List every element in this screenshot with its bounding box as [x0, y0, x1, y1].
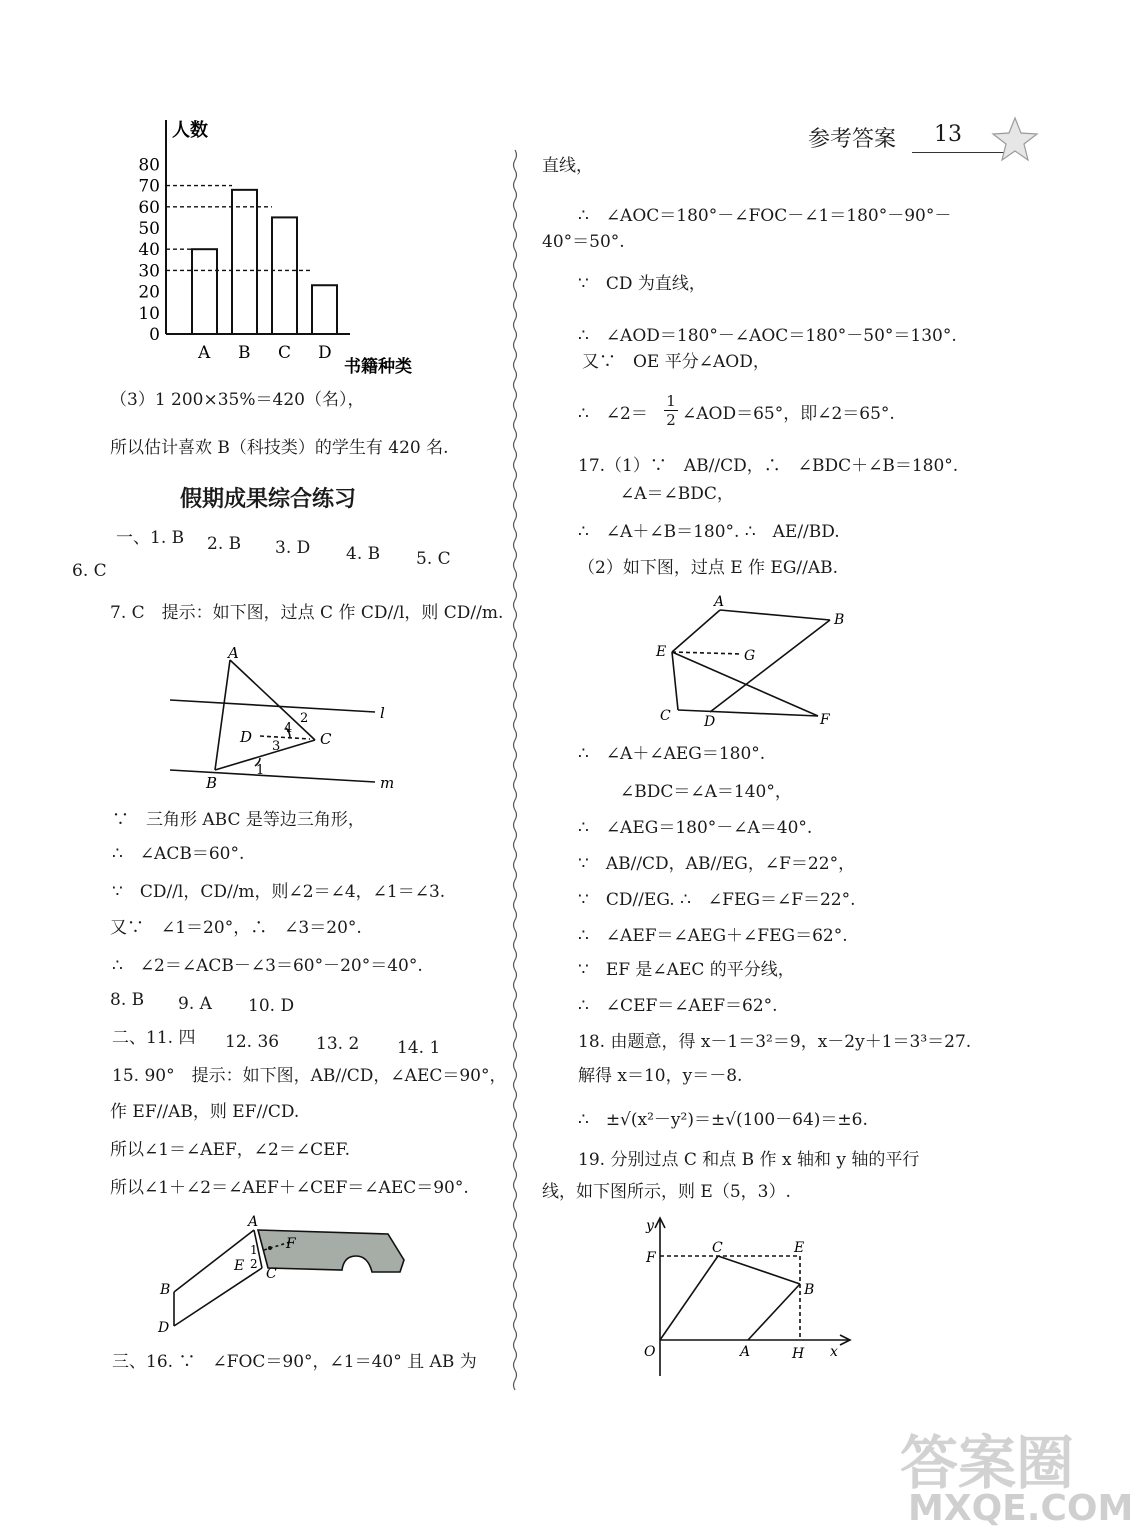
proof-line: ∵ 三角形 ABC 是等边三角形， — [112, 810, 365, 830]
label-B: B — [160, 1282, 171, 1298]
answer-q19: 线，如下图所示，则 E（5，3）. — [542, 1182, 791, 1202]
answer-q19: 19. 分别过点 C 和点 B 作 x 轴和 y 轴的平行 — [578, 1150, 920, 1170]
page-number: 13 — [934, 122, 962, 147]
label-A: A — [228, 644, 239, 662]
label-C: C — [712, 1240, 723, 1256]
proof-line: ∵ CD//EG. ∴ ∠FEG＝∠F＝22°. — [578, 890, 856, 910]
label-D: D — [158, 1320, 170, 1336]
proof-text: ∴ ∠2＝ — [578, 404, 648, 424]
angle-2: 2 — [250, 1257, 258, 1271]
proof-line: ∴ ∠A＋∠AEG＝180°. — [578, 744, 766, 764]
label-B: B — [834, 612, 845, 628]
x-tick-label: D — [318, 343, 332, 363]
proof-text: ∠AOD＝65°，即∠2＝65°. — [682, 404, 895, 424]
coordinate-figure — [630, 1210, 860, 1380]
label-E: E — [234, 1258, 245, 1274]
answer-q15: 所以∠1＋∠2＝∠AEF＋∠CEF＝∠AEC＝90°. — [110, 1178, 469, 1198]
y-tick-label: 40 — [138, 240, 160, 261]
star-icon — [992, 116, 1038, 162]
answer-q6: 6. C — [72, 561, 107, 581]
label-A: A — [714, 594, 725, 610]
ruler-figure — [150, 1210, 420, 1340]
answer-q9: 9. A — [178, 994, 212, 1014]
proof-line: （2）如下图，过点 E 作 EG//AB. — [578, 558, 839, 578]
answer-q18: 18. 由题意，得 x－1＝3²＝9，x－2y＋1＝3³＝27. — [578, 1032, 972, 1052]
proof-line: ∵ CD 为直线， — [578, 274, 706, 294]
label-A: A — [248, 1214, 259, 1230]
quad-figure — [650, 590, 860, 730]
answer-q4: 4. B — [346, 544, 381, 564]
fraction-denominator: 2 — [666, 411, 676, 429]
watermark-url: MXQE.COM — [908, 1488, 1133, 1529]
answer-q17: 17.（1）∵ AB//CD，∴ ∠BDC＋∠B＝180°. — [578, 456, 959, 476]
answer-q3: 3. D — [275, 538, 311, 558]
angle-2: 2 — [300, 711, 309, 726]
y-tick-label: 10 — [138, 303, 160, 324]
y-tick-label: 60 — [138, 197, 160, 218]
proof-line: ∴ ∠2＝∠ACB－∠3＝60°－20°＝40°. — [112, 956, 423, 976]
x-tick-label: A — [198, 343, 211, 363]
proof-line: 直线， — [542, 156, 593, 176]
label-x: x — [830, 1344, 838, 1360]
answer-q12: 12. 36 — [225, 1032, 280, 1052]
answer-q14: 14. 1 — [397, 1038, 441, 1058]
proof-line: ∵ AB//CD，AB//EG，∠F＝22°， — [578, 854, 856, 874]
bar-A — [192, 249, 217, 334]
angle-3: 3 — [272, 739, 281, 754]
answer-line: （3）1 200×35%＝420（名）， — [110, 390, 365, 410]
proof-line: ∴ ∠AOD＝180°－∠AOC＝180°－50°＝130°. — [578, 326, 957, 346]
label-E: E — [656, 644, 667, 660]
label-l: l — [380, 704, 385, 722]
proof-line: 又∵ OE 平分∠AOD， — [582, 352, 770, 372]
label-A: A — [740, 1344, 751, 1360]
label-D: D — [704, 714, 716, 730]
label-H: H — [792, 1346, 805, 1362]
y-tick-label: 20 — [138, 282, 160, 303]
answer-q18: 解得 x＝10，y＝－8. — [578, 1066, 743, 1086]
x-tick-label: B — [238, 343, 251, 363]
watermark-logo: 答案圈 — [900, 1429, 1075, 1497]
section-heading: 假期成果综合练习 — [180, 487, 357, 512]
label-m: m — [380, 774, 395, 792]
proof-line: ∵ CD//l，CD//m，则∠2＝∠4，∠1＝∠3. — [112, 882, 446, 902]
bar-chart — [100, 110, 430, 380]
bar-C — [272, 217, 297, 334]
answer-q16: 三、16. ∵ ∠FOC＝90°，∠1＝40° 且 AB 为 — [112, 1352, 477, 1372]
answer-q7: 7. C 提示：如下图，过点 C 作 CD//l，则 CD//m. — [110, 603, 504, 623]
label-D: D — [240, 728, 253, 746]
answer-q11: 二、11. 四 — [112, 1028, 196, 1048]
proof-line: ∴ ∠AEF＝∠AEG＋∠FEG＝62°. — [578, 926, 848, 946]
y-axis-label: 人数 — [172, 120, 208, 141]
angle-1: 1 — [250, 1243, 258, 1257]
angle-4: 4 — [284, 721, 293, 736]
proof-line: ∠BDC＝∠A＝140°， — [620, 782, 792, 802]
answer-q15: 作 EF//AB，则 EF//CD. — [110, 1102, 300, 1122]
proof-line: ∴ ∠ACB＝60°. — [112, 844, 245, 864]
answer-q1: 一、1. B — [116, 528, 185, 548]
answer-q15: 15. 90° 提示：如下图，AB//CD，∠AEC＝90°， — [112, 1066, 507, 1086]
label-F: F — [820, 712, 830, 728]
label-B: B — [206, 774, 218, 792]
answer-q18: ∴ ±√(x²－y²)＝±√(100－64)＝±6. — [578, 1110, 868, 1130]
y-tick-label: 70 — [138, 176, 160, 197]
proof-line: ∴ ∠AOC＝180°－∠FOC－∠1＝180°－90°－ — [578, 206, 952, 226]
proof-line: 40°＝50°. — [542, 232, 625, 252]
answer-q2: 2. B — [207, 534, 242, 554]
proof-line: ∠A＝∠BDC， — [620, 484, 734, 504]
label-G: G — [744, 648, 756, 664]
y-tick-label: 0 — [149, 325, 160, 345]
label-E: E — [794, 1240, 805, 1256]
y-tick-label: 50 — [138, 219, 160, 239]
fraction — [664, 392, 678, 429]
label-O: O — [644, 1344, 656, 1360]
label-y: y — [646, 1218, 654, 1234]
proof-line: ∵ EF 是∠AEC 的平分线， — [578, 960, 795, 980]
x-tick-label: C — [278, 343, 292, 363]
y-tick-label: 30 — [138, 261, 160, 282]
answer-line: 所以估计喜欢 B（科技类）的学生有 420 名. — [110, 438, 449, 458]
label-B: B — [804, 1282, 815, 1298]
triangle-figure — [160, 640, 410, 800]
proof-line: ∴ ∠AEG＝180°－∠A＝40°. — [578, 818, 813, 838]
proof-line: ∴ ∠CEF＝∠AEF＝62°. — [578, 996, 778, 1016]
column-divider — [512, 150, 518, 1390]
x-axis-label: 书籍种类 — [344, 357, 412, 377]
section-title: 参考答案 — [808, 127, 897, 152]
label-C: C — [660, 708, 671, 724]
angle-1: 1 — [256, 763, 265, 778]
answer-q8: 8. B — [110, 990, 145, 1010]
proof-line: ∴ ∠A＋∠B＝180°. ∴ AE//BD. — [578, 522, 840, 542]
label-C: C — [266, 1266, 277, 1282]
answer-q13: 13. 2 — [316, 1034, 360, 1054]
answer-q15: 所以∠1＝∠AEF，∠2＝∠CEF. — [110, 1140, 351, 1160]
answer-q5: 5. C — [416, 549, 451, 569]
bar-B — [232, 190, 257, 334]
proof-line: 又∵ ∠1＝20°，∴ ∠3＝20°. — [110, 918, 362, 938]
answer-q10: 10. D — [248, 996, 295, 1016]
fraction-numerator: 1 — [664, 392, 678, 411]
y-tick-label: 80 — [138, 155, 160, 176]
bar-D — [312, 285, 337, 334]
label-C: C — [320, 730, 332, 748]
label-F: F — [286, 1236, 296, 1252]
label-F: F — [646, 1250, 656, 1266]
